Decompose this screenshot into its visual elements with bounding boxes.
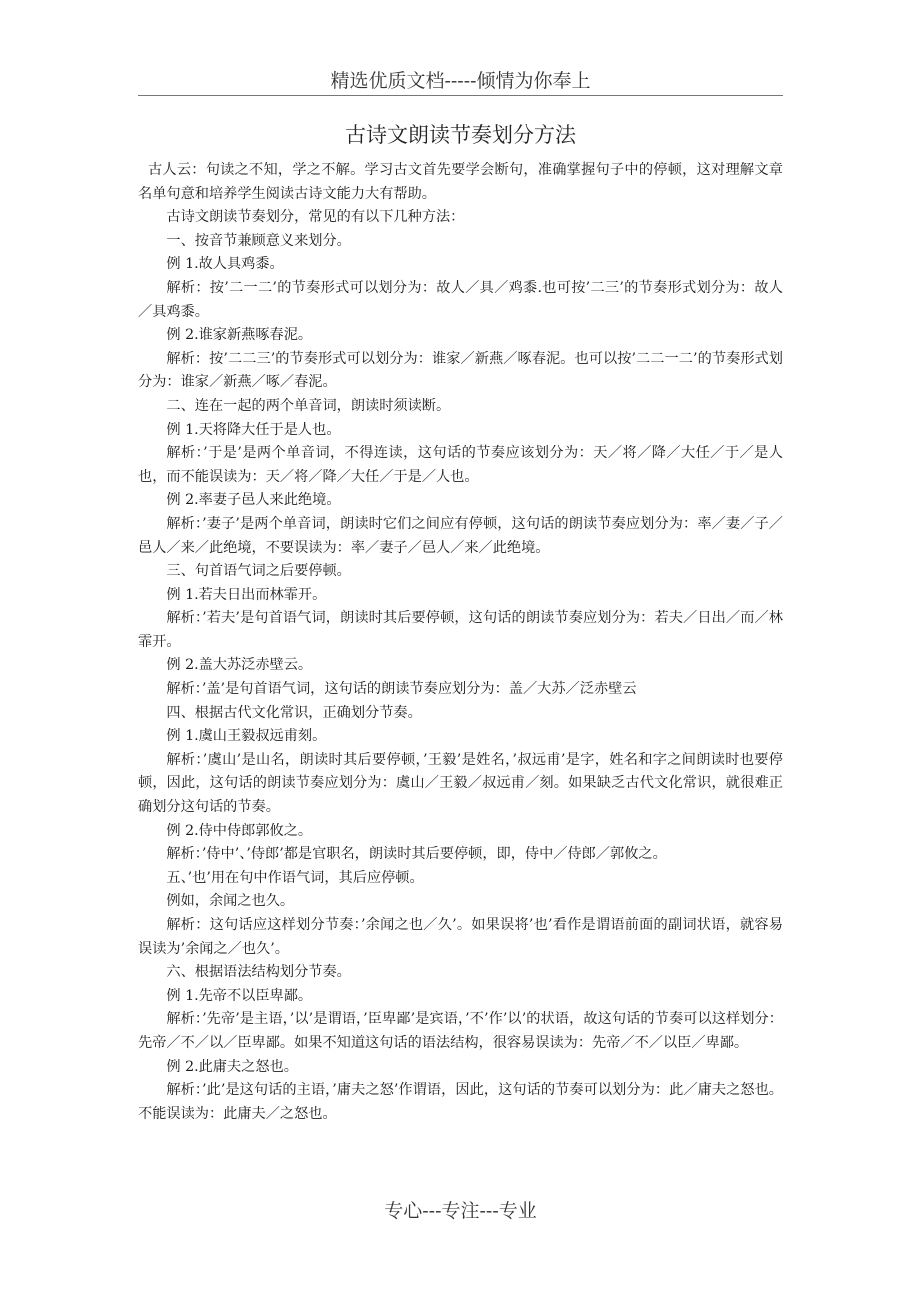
analysis-1-2: 解析：按’二二三’的节奏形式可以划分为：谁家／新燕／啄春泥。也可以按’二二一二’的节奏形式划分为：谁家／新燕／啄／春泥。 (138, 350, 783, 391)
example-2-1: 例 1.天将降大任于是人也。 (166, 421, 341, 438)
page-header: 精选优质文档-----倾情为你奉上 (330, 70, 591, 92)
methods-intro: 古诗文朗读节奏划分，常见的有以下几种方法： (166, 209, 465, 226)
analysis-4-1: 解析：’虞山’是山名，朗读时其后要停顿，’王毅’是姓名，’叔远甫’是字，姓名和字之间朗读时也要停顿，因此，这句话的朗读节奏应划分为：虞山／王毅／叔远甫／刻。如果缺乏古代文化常识，就很难正确划分这句话的节奏。 (138, 751, 783, 816)
document-body (138, 159, 783, 1126)
example-3-2: 例 2.盖大苏泛赤壁云。 (166, 657, 313, 674)
document-title: 古诗文朗读节奏划分方法 (345, 123, 576, 147)
analysis-2-2: 解析：’妻子’是两个单音词，朗读时它们之间应有停顿，这句话的朗读节奏应划分为：率／妻／子／邑人／来／此绝境，不要误读为：率／妻子／邑人／来／此绝境。 (138, 515, 783, 556)
analysis-3-2: 解析：’盖’是句首语气词，这句话的朗读节奏应划分为：盖／大苏／泛赤壁云 (166, 681, 637, 698)
analysis-5-1: 解析：这句话应这样划分节奏：’余闻之也／久’。如果误将’也’看作是谓语前面的副词状语，就容易误读为’余闻之／也久’。 (138, 917, 783, 957)
example-3-1: 例 1.若夫日出而林霏开。 (166, 586, 327, 603)
header-divider (138, 95, 783, 96)
example-6-1: 例 1.先帝不以臣卑鄙。 (166, 987, 313, 1004)
analysis-1-1: 解析：按’二一二’的节奏形式可以划分为：故人／具／鸡黍.也可按’二三’的节奏形式划分为：故人／具鸡黍。 (138, 279, 783, 320)
section-heading-1: 一、按音节兼顾意义来划分。 (166, 232, 351, 249)
example-6-2: 例 2.此庸夫之怒也。 (166, 1058, 298, 1075)
example-1-1: 例 1.故人具鸡黍。 (166, 256, 284, 273)
section-heading-5: 五、’也’用在句中作语气词，其后应停顿。 (166, 869, 424, 886)
example-4-2: 例 2.侍中侍郎郭攸之。 (166, 822, 313, 839)
section-heading-4: 四、根据古代文化常识，正确划分节奏。 (166, 704, 422, 721)
example-1-2: 例 2.谁家新燕啄春泥。 (166, 327, 313, 344)
example-2-2: 例 2.率妻子邑人来此绝境。 (166, 492, 341, 509)
section-heading-6: 六、根据语法结构划分节奏。 (166, 964, 351, 981)
analysis-6-2: 解析：’此’是这句话的主语，’庸夫之怒’作谓语，因此，这句话的节奏可以划分为：此／庸夫之怒也。不能误读为：此庸夫／之怒也。 (138, 1082, 783, 1122)
page-footer: 专心---专注---专业 (384, 1200, 537, 1222)
analysis-4-2: 解析：’侍中’、’侍郎’都是官职名，朗读时其后要停顿，即，侍中／侍郎／郭攸之。 (166, 846, 667, 863)
section-heading-2: 二、连在一起的两个单音词，朗读时须读断。 (166, 397, 451, 414)
section-heading-3: 三、句首语气词之后要停顿。 (166, 563, 351, 580)
analysis-6-1: 解析：’先帝’是主语，’以’是谓语，’臣卑鄙’是宾语，’不’作’以’的状语，故这句话的节奏可以这样划分：先帝／不／以／臣卑鄙。如果不知道这句话的语法结构，很容易误读为：先帝／不／以臣／卑鄙。 (138, 1011, 783, 1051)
example-5-1: 例如，余闻之也久。 (166, 893, 295, 910)
example-4-1: 例 1.虞山王毅叔远甫刻。 (166, 728, 327, 745)
analysis-2-1: 解析：’于是’是两个单音词，不得连读，这句话的节奏应该划分为：天／将／降／大任／于／是人也，而不能误读为：天／将／降／大任／于是／人也。 (138, 445, 783, 485)
analysis-3-1: 解析：’若夫’是句首语气词，朗读时其后要停顿，这句话的朗读节奏应划分为：若夫／日出／而／林霏开。 (138, 610, 783, 650)
intro-paragraph: 古人云：句读之不知，学之不解。学习古文首先要学会断句，准确掌握句子中的停顿，这对理解文章名单句意和培养学生阅读古诗文能力大有帮助。 (138, 162, 783, 202)
